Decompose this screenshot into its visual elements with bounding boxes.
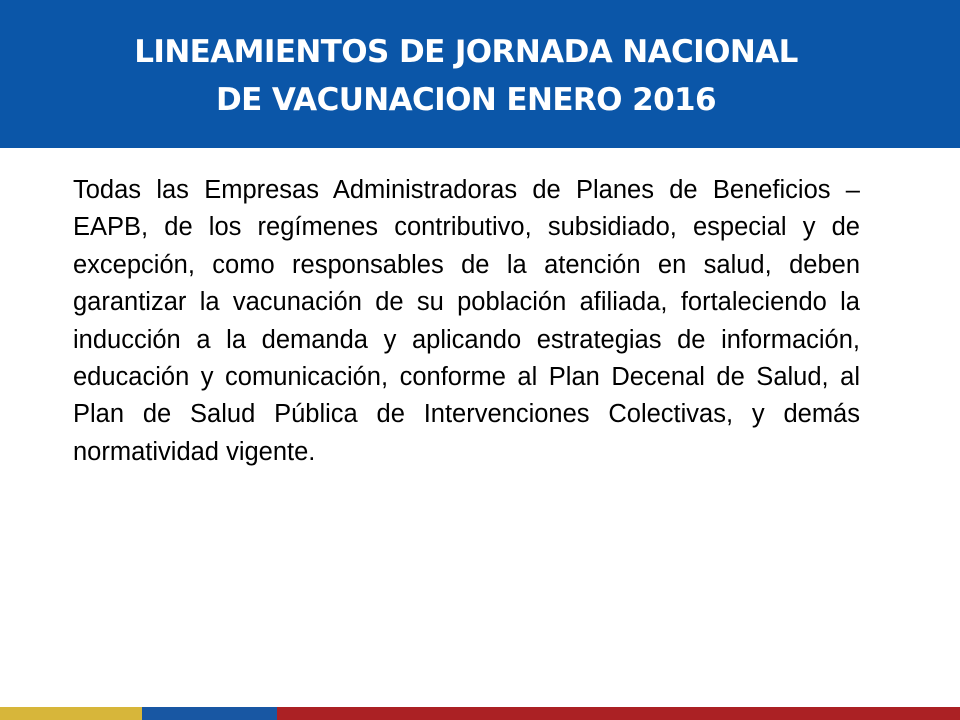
slide-body-paragraph: Todas las Empresas Administradoras de Planes de Beneficios –EAPB, de los regímenes contributivo, subsidiado, especial y de excepción, como responsables de la atención en salud, deben garantizar la vacunación de su población afiliada, fortaleciendo la inducción a la demanda y aplicando estrategias de información, educación y comunicación, conforme al Plan Decenal de Salud, al Plan de Salud Pública de Intervenciones Colectivas, y demás normatividad vigente. xyxy=(73,176,860,466)
stripe-blue-segment xyxy=(142,707,277,720)
stripe-yellow-segment xyxy=(0,707,142,720)
slide-title-line-2: DE VACUNACION ENERO 2016 xyxy=(215,82,716,118)
stripe-red-segment xyxy=(277,707,960,720)
slide-title-line-1: LINEAMIENTOS DE JORNADA NACIONAL xyxy=(134,34,798,70)
slide-title xyxy=(134,24,798,124)
footer-color-stripe xyxy=(0,707,960,720)
title-banner xyxy=(0,0,960,148)
